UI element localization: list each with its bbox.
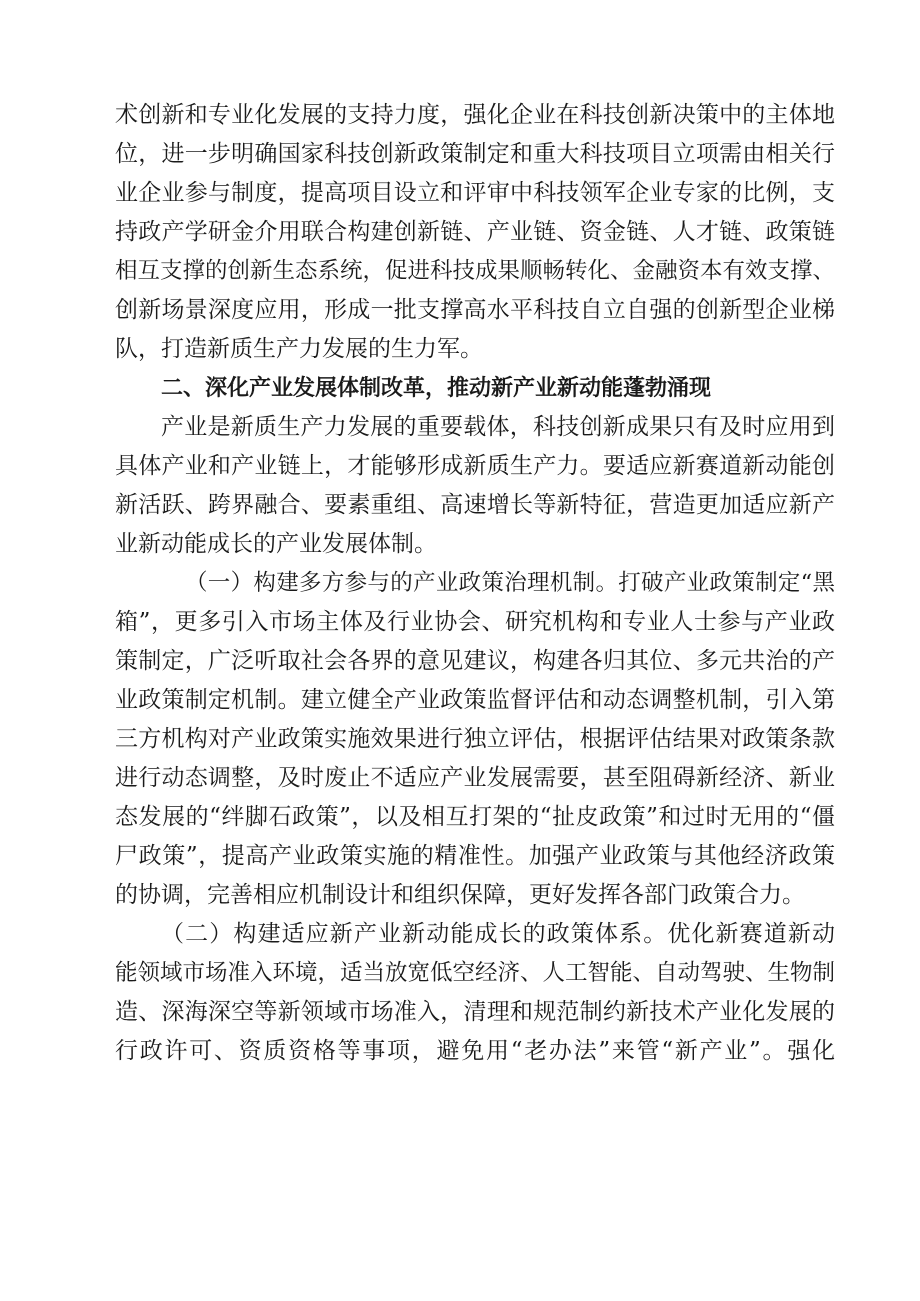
document-page [115,96,835,1071]
paragraph-line: 业政策制定机制。建立健全产业政策监督评估和动态调整机制，引入第 [115,687,835,713]
paragraph-line: 造、深海深空等新领域市场准入，清理和规范制约新技术产业化发展的 [115,999,835,1025]
paragraph-line: 产业是新质生产力发展的重要载体，科技创新成果只有及时应用到 [161,414,835,440]
paragraph-line: 术创新和专业化发展的支持力度，强化企业在科技创新决策中的主体地 [115,102,835,128]
paragraph-line: 相互支撑的创新生态系统，促进科技成果顺畅转化、金融资本有效支撑、 [115,258,835,284]
paragraph-line: 箱”，更多引入市场主体及行业协会、研究机构和专业人士参与产业政 [115,609,835,635]
paragraph-line: 能领域市场准入环境，适当放宽低空经济、人工智能、自动驾驶、生物制 [115,960,835,986]
paragraph-line: 策制定，广泛听取社会各界的意见建议，构建各归其位、多元共治的产 [115,648,835,674]
paragraph-line: 持政产学研金介用联合构建创新链、产业链、资金链、人才链、政策链 [115,219,835,245]
paragraph-2 [115,408,835,564]
paragraph-line: 行政许可、资质资格等事项，避免用“老办法”来管“新产业”。强化 [115,1038,835,1064]
paragraph-3 [115,564,835,915]
paragraph-line: （一）构建多方参与的产业政策治理机制。打破产业政策制定“黑 [185,570,835,596]
paragraph-line: 业企业参与制度，提高项目设立和评审中科技领军企业专家的比例，支 [115,180,835,206]
section-heading: 二、深化产业发展体制改革，推动新产业新动能蓬勃涌现 [161,376,712,401]
paragraph-line: （二）构建适应新产业新动能成长的政策体系。优化新赛道新动 [161,921,835,947]
paragraph-1 [115,96,835,369]
paragraph-line: 进行动态调整，及时废止不适应产业发展需要，甚至阻碍新经济、新业 [115,765,835,791]
paragraph-line: 的协调，完善相应机制设计和组织保障，更好发挥各部门政策合力。 [115,882,805,908]
paragraph-line: 具体产业和产业链上，才能够形成新质生产力。要适应新赛道新动能创 [115,453,835,479]
paragraph-line: 三方机构对产业政策实施效果进行独立评估，根据评估结果对政策条款 [115,726,835,752]
paragraph-line: 业新动能成长的产业发展体制。 [115,531,437,557]
paragraph-line: 新活跃、跨界融合、要素重组、高速增长等新特征，营造更加适应新产 [115,492,835,518]
paragraph-line: 队，打造新质生产力发展的生力军。 [115,336,483,362]
paragraph-line: 尸政策”，提高产业政策实施的精准性。加强产业政策与其他经济政策 [115,843,835,869]
paragraph-4 [115,915,835,1071]
paragraph-line: 位，进一步明确国家科技创新政策制定和重大科技项目立项需由相关行 [115,141,835,167]
paragraph-line: 态发展的“绊脚石政策”，以及相互打架的“扯皮政策”和过时无用的“僵 [115,804,835,830]
paragraph-line: 创新场景深度应用，形成一批支撑高水平科技自立自强的创新型企业梯 [115,297,835,323]
